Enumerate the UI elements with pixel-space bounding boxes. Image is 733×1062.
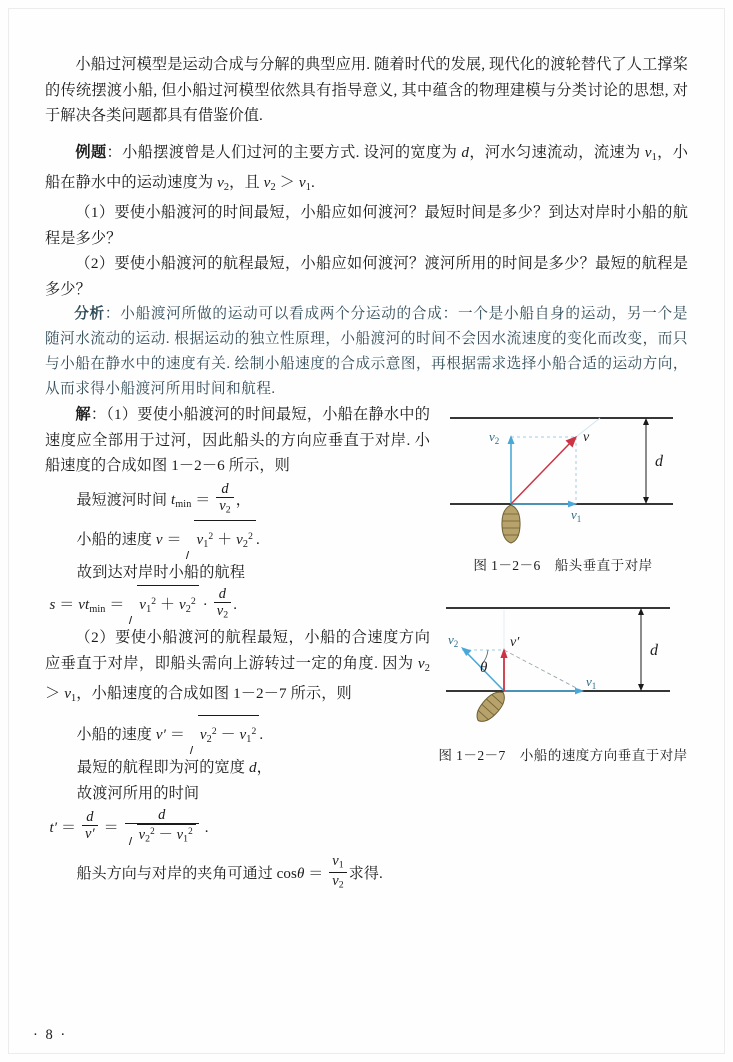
label-v1: $v_1$ [586, 674, 597, 692]
example-stem-e: . [310, 173, 315, 191]
equation-costheta-tail: 求得. [348, 866, 383, 883]
fraction-d-over-vprime: $\frac{d}{v'}$ [82, 809, 98, 844]
label-d: d [655, 453, 663, 471]
analysis-text: 小船渡河所做的运动可以看成两个分运动的合成：一个是小船自身的运动，另一个是随河水流动的运动. 根据运动的独立性原理，小船渡河的时间不会因水流速度的变化而改变，而只与小船在静水中的速度有关. 绘制小船速度的合成示意图，再根据需求选择小船合适的运动方向，从而求得小船渡河所用时间和航程. [45, 306, 688, 398]
sqrt-v2sq-minus-v1sq: $v_2^2 - v_1^2$ [189, 715, 260, 755]
vector-vprime-head [500, 648, 507, 658]
figure-column [438, 402, 688, 764]
example-stem-c: ，小船在静水中的运动速度为 [45, 143, 689, 191]
equation-vprime-label: 小船的速度 [76, 727, 156, 744]
figure-1-2-7-svg [438, 592, 688, 734]
width-arrow-down [643, 497, 649, 504]
var-d: d [461, 143, 470, 161]
equation-vprime: 小船的速度 $v' = v_2^2 - v_1^2$ . [45, 715, 430, 755]
equation-s: $s = vt_{min} = v_1^2 + v_2^2$ · $\frac{d}{v_2}$ . [45, 585, 430, 625]
solution-part-1 [45, 402, 430, 479]
label-d: d [650, 642, 658, 660]
page-content [45, 52, 688, 894]
figure-1-2-7-caption: 图 1－2－7 小船的速度方向垂直于对岸 [438, 748, 688, 764]
solution-part-2-a: （2）要使小船渡河的航程最短，小船的合速度方向应垂直于对岸，即船头需向上游转过一定的角度. 因为 [45, 629, 430, 672]
fraction-d-over-sqrt: $\frac{d}{v_2^2 - v_1^2}$ [125, 807, 199, 846]
equation-v: 小船的速度 $v = v_1^2 + v_2^2$ . [45, 520, 430, 560]
example-stem-d: ，且 [229, 173, 264, 191]
analysis-paragraph [45, 302, 688, 402]
example-stem-b: ，河水匀速流动，流速为 [469, 143, 645, 161]
solution-column [45, 402, 430, 894]
label-v: v [583, 430, 590, 446]
fraction-v1-over-v2: $\frac{v_1}{v_2}$ [329, 853, 347, 891]
equation-tmin-label: 最短渡河时间 [76, 492, 171, 509]
solution-part-1-text: （1）要使小船渡河的时间最短，小船在静水中的速度应全部用于过河，因此船头的方向应垂直于对岸. 小船速度的合成如图 1－2－6 所示，则 [45, 406, 430, 475]
equation-v-label: 小船的速度 [76, 531, 156, 548]
var-v2: $v_2$ [217, 173, 230, 193]
label-v2: $v_2$ [489, 429, 500, 447]
equation-tmin: 最短渡河时间 $t_{min}$ ＝ $\frac{d}{v_2}$ ， [76, 480, 251, 516]
var-v2-b: $v_2$ [263, 173, 276, 193]
label-theta: θ [480, 660, 488, 677]
intro-paragraph: 小船过河模型是运动合成与分解的典型应用. 随着时代的发展, 现代化的渡轮替代了人工撑桨的传统摆渡小船, 但小船过河模型依然具有指导意义, 其中蕴含的物理建模与分类讨论的思想, 对于解决各类问题都具有借鉴价值. [45, 56, 688, 124]
boat-icon [502, 505, 520, 543]
width-arrow-up [643, 418, 649, 425]
example-stem [45, 140, 688, 201]
example-colon: ： [106, 143, 123, 161]
equation-tprime: t′ ＝ $\frac{d}{v'}$ ＝ $\frac{d}{v_2^2 - v_1^2}$ . [49, 807, 209, 845]
figure-1-2-6 [438, 404, 688, 574]
solution-time-label: 故渡河所用的时间 [76, 784, 200, 802]
var-v1-b: $v_1$ [298, 173, 311, 193]
analysis-label: 分析 [74, 306, 105, 323]
width-arrow-up [638, 608, 644, 615]
solution-part-2-b: ，小船速度的合成如图 1－2－7 所示，则 [76, 685, 352, 703]
example-question-1: （1）要使小船渡河的时间最短，小船应如何渡河？最短时间是多少？到达对岸时小船的航程是多少？ [45, 204, 688, 247]
solution-range-label: 故到达对岸时小船的航程 [76, 563, 246, 581]
example-question-2: （2）要使小船渡河的航程最短，小船应如何渡河？渡河所用的时间是多少？最短的航程是多少？ [45, 255, 688, 298]
analysis-colon: ： [104, 306, 121, 323]
label-v1: $v_1$ [571, 507, 582, 525]
example-ineq: ＞ [275, 173, 299, 191]
solution-colon: ： [90, 406, 107, 424]
var-v1: $v_1$ [644, 143, 657, 163]
solution-min-distance: 最短的航程即为河的宽度 d， [76, 759, 272, 777]
figure-1-2-7 [438, 592, 688, 764]
vector-v-line [511, 441, 572, 504]
vector-v2-head [508, 435, 515, 444]
solution-and-figures [45, 402, 688, 894]
label-vprime: v′ [510, 635, 520, 651]
guide-diagonal [504, 650, 582, 691]
solution-label: 解 [75, 406, 91, 424]
equation-costheta: 船头方向与对岸的夹角可通过 cosθ ＝ $\frac{v_1}{v_2}$ 求得. [76, 853, 383, 891]
solution-part-2: （2）要使小船渡河的航程最短，小船的合速度方向应垂直于对岸，即船头需向上游转过一定的角度. 因为 $v_2 > v_1$，小船速度的合成如图 1－2－7 所示，则 [45, 629, 430, 704]
page-number: · 8 · [33, 1027, 68, 1043]
fraction-d-over-v2: $\frac{d}{v_2}$ [216, 481, 234, 517]
figure-1-2-6-svg [438, 404, 688, 544]
sqrt-v1sq-plus-v2sq: $v_1^2 + v_2^2$ [185, 520, 256, 560]
vector-v1-head [575, 688, 584, 695]
boat-icon [472, 687, 510, 726]
width-arrow-down [638, 684, 644, 691]
figure-1-2-6-caption: 图 1－2－6 船头垂直于对岸 [473, 558, 653, 574]
vector-v2-head [461, 647, 472, 656]
example-stem-a: 小船摆渡曾是人们过河的主要方式. 设河的宽度为 [122, 143, 462, 161]
label-v2: $v_2$ [448, 632, 459, 650]
fraction-d-over-v2-b: $\frac{d}{v_2}$ [214, 586, 232, 622]
sqrt-v1sq-plus-v2sq-b: $v_1^2 + v_2^2$ [128, 585, 199, 625]
equation-costheta-label: 船头方向与对岸的夹角可通过 [76, 866, 277, 883]
example-label: 例题 [75, 143, 107, 161]
